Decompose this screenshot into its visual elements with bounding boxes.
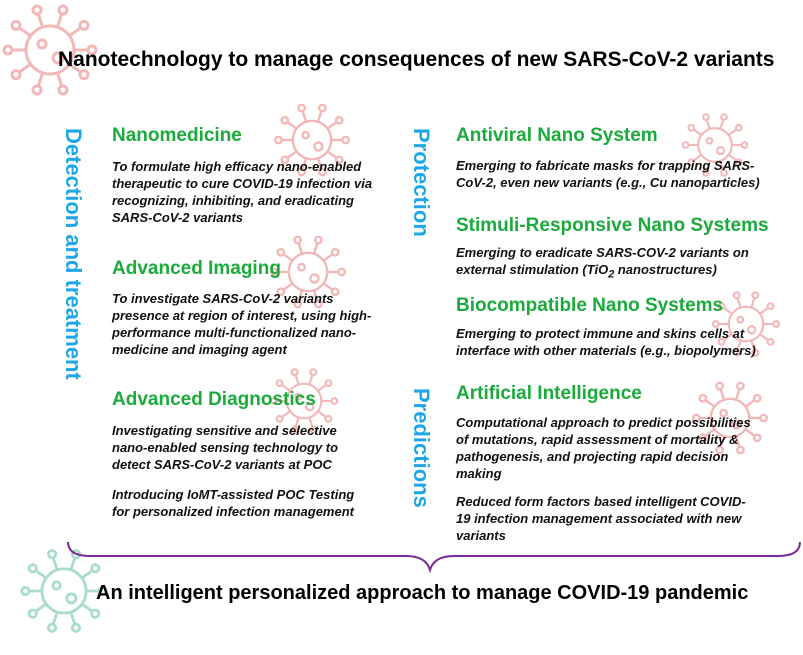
side-label-detection: Detection and treatment	[61, 128, 86, 380]
section-text: Reduced form factors based intelligent COVID-19 infection management associated with new variants	[456, 494, 746, 543]
section-text: Introducing IoMT-assisted POC Testing for personalized infection management	[112, 487, 355, 519]
text-part: nanostructures)	[614, 262, 717, 277]
section-heading: Antiviral Nano System	[456, 125, 658, 146]
side-label-predictions: Predictions	[409, 388, 434, 508]
section-text: To formulate high efficacy nano-enabled therapeutic to cure COVID-19 infection via recognizing, inhibiting, and eradicating SARS-CoV-2 variants	[112, 159, 373, 225]
section-heading: Biocompatible Nano Systems	[456, 295, 724, 316]
section-heading: Nanomedicine	[112, 125, 242, 146]
section-text: To investigate SARS-CoV-2 variants presence at region of interest, using high-performance multi-functionalized nano-medicine and imaging agent	[112, 291, 372, 357]
section-text: Emerging to fabricate masks for trapping SARS-CoV-2, even new variants (e.g., Cu nanoparticles)	[456, 158, 760, 190]
text-part: Emerging to eradicate SARS-COV-2 variants on external stimulation (TiO	[456, 245, 749, 277]
section-heading: Advanced Imaging	[112, 258, 281, 279]
footer-statement: An intelligent personalized approach to manage COVID-19 pandemic	[96, 582, 749, 604]
section-text: Investigating sensitive and selective nano-enabled sensing technology to detect SARS-CoV-2 variants at POC	[112, 423, 339, 472]
subscript: 2	[608, 268, 615, 281]
page-title: Nanotechnology to manage consequences of new SARS-CoV-2 variants	[58, 48, 775, 71]
section-text: Emerging to protect immune and skins cells at interface with other materials (e.g., biopolymers)	[456, 326, 756, 358]
section-text	[456, 244, 766, 284]
side-label-protection: Protection	[409, 128, 434, 237]
section-heading: Artificial Intelligence	[456, 383, 642, 404]
curly-brace	[66, 540, 802, 576]
section-heading: Stimuli-Responsive Nano Systems	[456, 215, 769, 236]
section-heading: Advanced Diagnostics	[112, 389, 316, 410]
section-text: Computational approach to predict possibilities of mutations, rapid assessment of mortality & pathogenesis, and projecting rapid decision making	[456, 415, 751, 481]
